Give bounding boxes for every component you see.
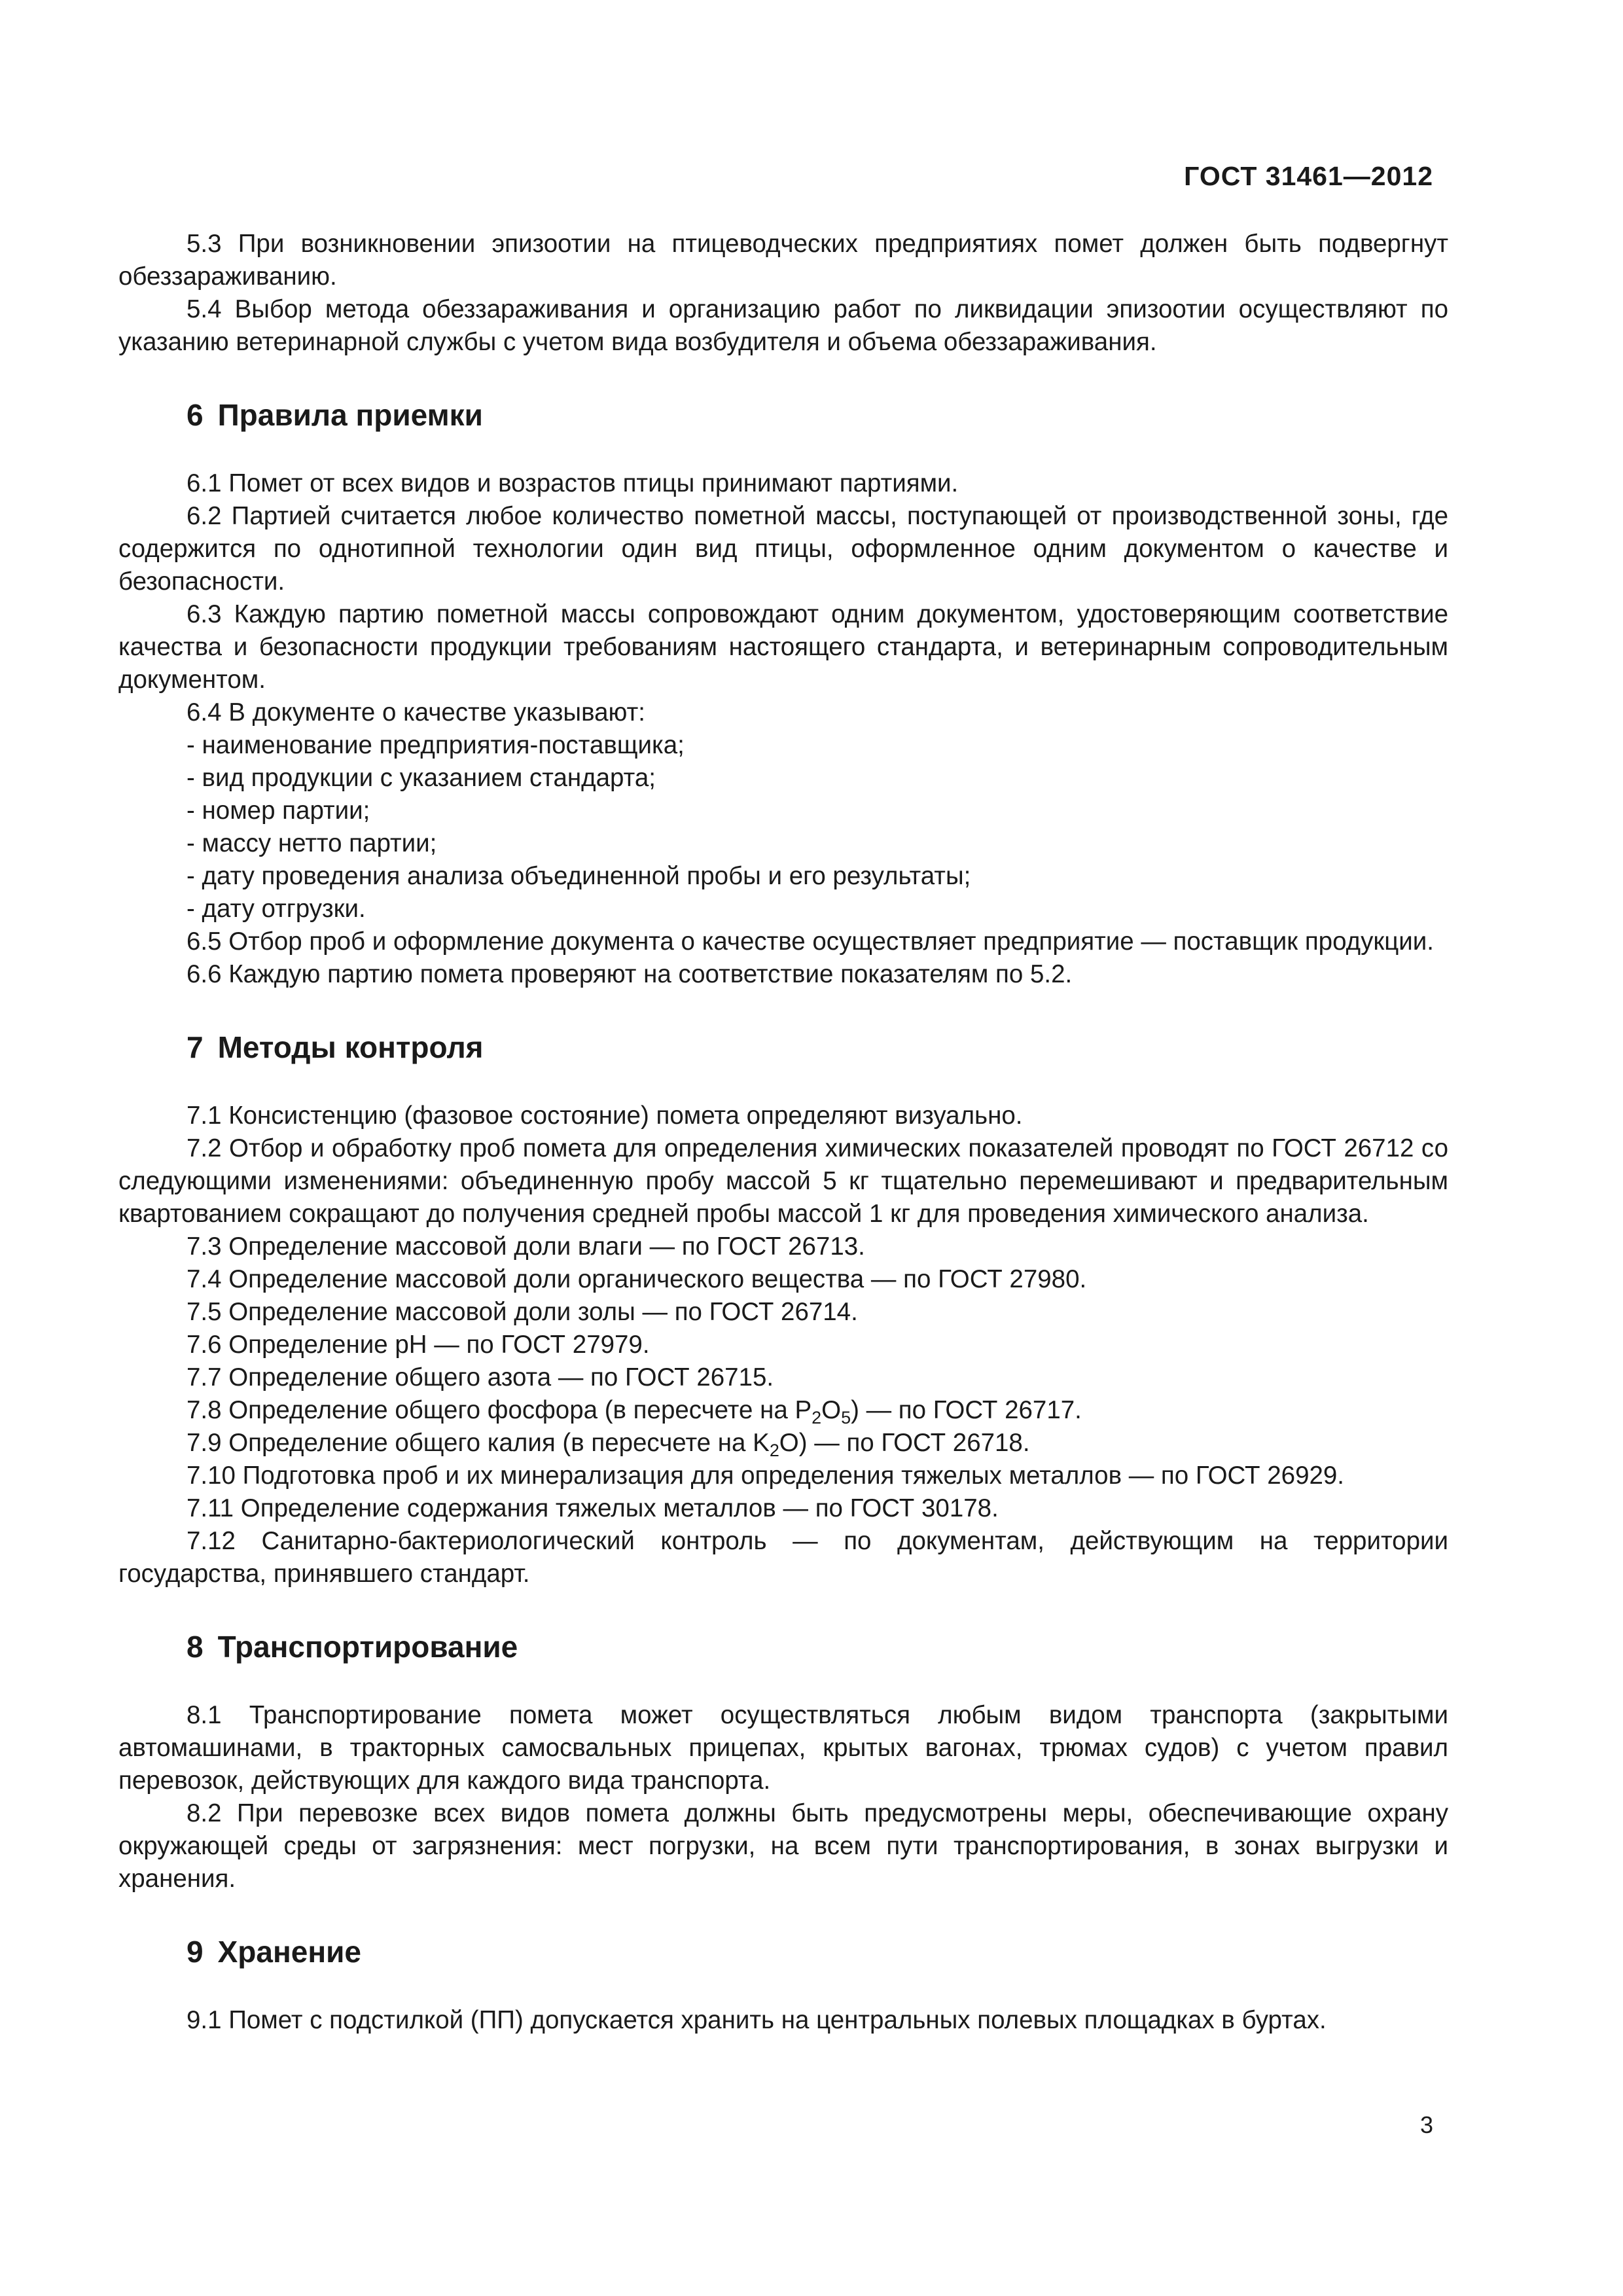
list-item: - массу нетто партии;	[187, 829, 437, 857]
paragraph-7-6: 7.6 Определение pH — по ГОСТ 27979.	[187, 1331, 650, 1359]
paragraph-6-3: 6.3 Каждую партию пометной массы сопровождают одним документом, удостоверяющим соответствие качества и безопасности продукции требованиям настоящего стандарта, и ветеринарным сопроводительным документом.	[118, 600, 1448, 694]
paragraph-6-2: 6.2 Партией считается любое количество пометной массы, поступающей от производственной зоны, где содержится по однотипной технологии один вид птицы, оформленное одним документом о качестве и безопасности.	[118, 502, 1448, 596]
list-item: - наименование предприятия-поставщика;	[187, 731, 685, 759]
paragraph-6-6: 6.6 Каждую партию помета проверяют на соответствие показателям по 5.2.	[187, 960, 1073, 988]
section-number: 7	[187, 1030, 204, 1064]
paragraph-7-7: 7.7 Определение общего азота — по ГОСТ 26715.	[187, 1363, 774, 1391]
formula-text: 7.8 Определение общего фосфора (в пересчете на P	[187, 1396, 812, 1424]
page-number: 3	[1419, 2111, 1433, 2138]
paragraph-6-5: 6.5 Отбор проб и оформление документа о качестве осуществляет предприятие — поставщик продукции.	[187, 927, 1434, 956]
section-number: 9	[187, 1935, 204, 1969]
paragraph-5-3: 5.3 При возникновении эпизоотии на птицеводческих предприятиях помет должен быть подвергнут обеззараживанию.	[118, 230, 1448, 291]
document-id-header: ГОСТ 31461—2012	[1184, 161, 1433, 191]
section-title: Хранение	[217, 1935, 361, 1969]
paragraph-7-10: 7.10 Подготовка проб и их минерализация для определения тяжелых металлов — по ГОСТ 26929.	[187, 1462, 1345, 1490]
list-item: - номер партии;	[187, 797, 370, 825]
paragraph-7-12: 7.12 Санитарно-бактериологический контроль — по документам, действующим на территории государства, принявшего стандарт.	[118, 1527, 1448, 1588]
section-number: 6	[187, 398, 204, 432]
subscript: 2	[812, 1408, 822, 1428]
section-title: Правила приемки	[217, 398, 483, 432]
list-item: - вид продукции с указанием стандарта;	[187, 764, 656, 792]
paragraph-6-1: 6.1 Помет от всех видов и возрастов птицы принимают партиями.	[187, 469, 959, 497]
formula-text: 7.9 Определение общего калия (в пересчете на K	[187, 1429, 770, 1457]
subscript: 2	[769, 1441, 779, 1461]
list-item: - дату проведения анализа объединенной пробы и его результаты;	[187, 862, 971, 890]
section-heading-8	[118, 1628, 1448, 1665]
paragraph-7-8	[118, 1394, 1448, 1427]
paragraph-6-4: 6.4 В документе о качестве указывают:	[187, 698, 645, 726]
list-item: - дату отгрузки.	[187, 895, 366, 923]
formula-text: O	[821, 1396, 842, 1424]
paragraph-9-1: 9.1 Помет с подстилкой (ПП) допускается хранить на центральных полевых площадках в буртах.	[187, 2006, 1327, 2034]
paragraph-5-4: 5.4 Выбор метода обеззараживания и организацию работ по ликвидации эпизоотии осуществляют по указанию ветеринарной службы с учетом вида возбудителя и объема обеззараживания.	[118, 295, 1448, 356]
paragraph-8-1: 8.1 Транспортирование помета может осуществляться любым видом транспорта (закрытыми автомашинами, в тракторных самосвальных прицепах, крытых вагонах, трюмах судов) с учетом правил перевозок, действующих для каждого вида транспорта.	[118, 1701, 1448, 1795]
paragraph-7-3: 7.3 Определение массовой доли влаги — по ГОСТ 26713.	[187, 1232, 865, 1261]
section-heading-6	[118, 397, 1448, 433]
section-title: Методы контроля	[217, 1030, 484, 1064]
subscript: 5	[841, 1408, 851, 1428]
document-body	[118, 228, 1448, 2037]
section-heading-7	[118, 1029, 1448, 1066]
section-title: Транспортирование	[217, 1630, 518, 1664]
paragraph-7-11: 7.11 Определение содержания тяжелых металлов — по ГОСТ 30178.	[187, 1494, 999, 1522]
paragraph-8-2: 8.2 При перевозке всех видов помета должны быть предусмотрены меры, обеспечивающие охрану окружающей среды от загрязнения: мест погрузки, на всем пути транспортирования, в зонах выгрузки и хранения.	[118, 1799, 1448, 1893]
paragraph-7-2: 7.2 Отбор и обработку проб помета для определения химических показателей проводят по ГОСТ 26712 со следующими изменениями: объединенную пробу массой 5 кг тщательно перемешивают и предварительным квартованием сокращают до получения средней пробы массой 1 кг для проведения химического анализа.	[118, 1134, 1448, 1228]
section-number: 8	[187, 1630, 204, 1664]
paragraph-7-4: 7.4 Определение массовой доли органического вещества — по ГОСТ 27980.	[187, 1265, 1087, 1293]
section-heading-9	[118, 1933, 1448, 1970]
formula-text: O) — по ГОСТ 26718.	[779, 1429, 1030, 1457]
paragraph-7-5: 7.5 Определение массовой доли золы — по ГОСТ 26714.	[187, 1298, 858, 1326]
paragraph-7-1: 7.1 Консистенцию (фазовое состояние) помета определяют визуально.	[187, 1102, 1023, 1130]
paragraph-7-9	[118, 1427, 1448, 1460]
formula-text: ) — по ГОСТ 26717.	[851, 1396, 1082, 1424]
